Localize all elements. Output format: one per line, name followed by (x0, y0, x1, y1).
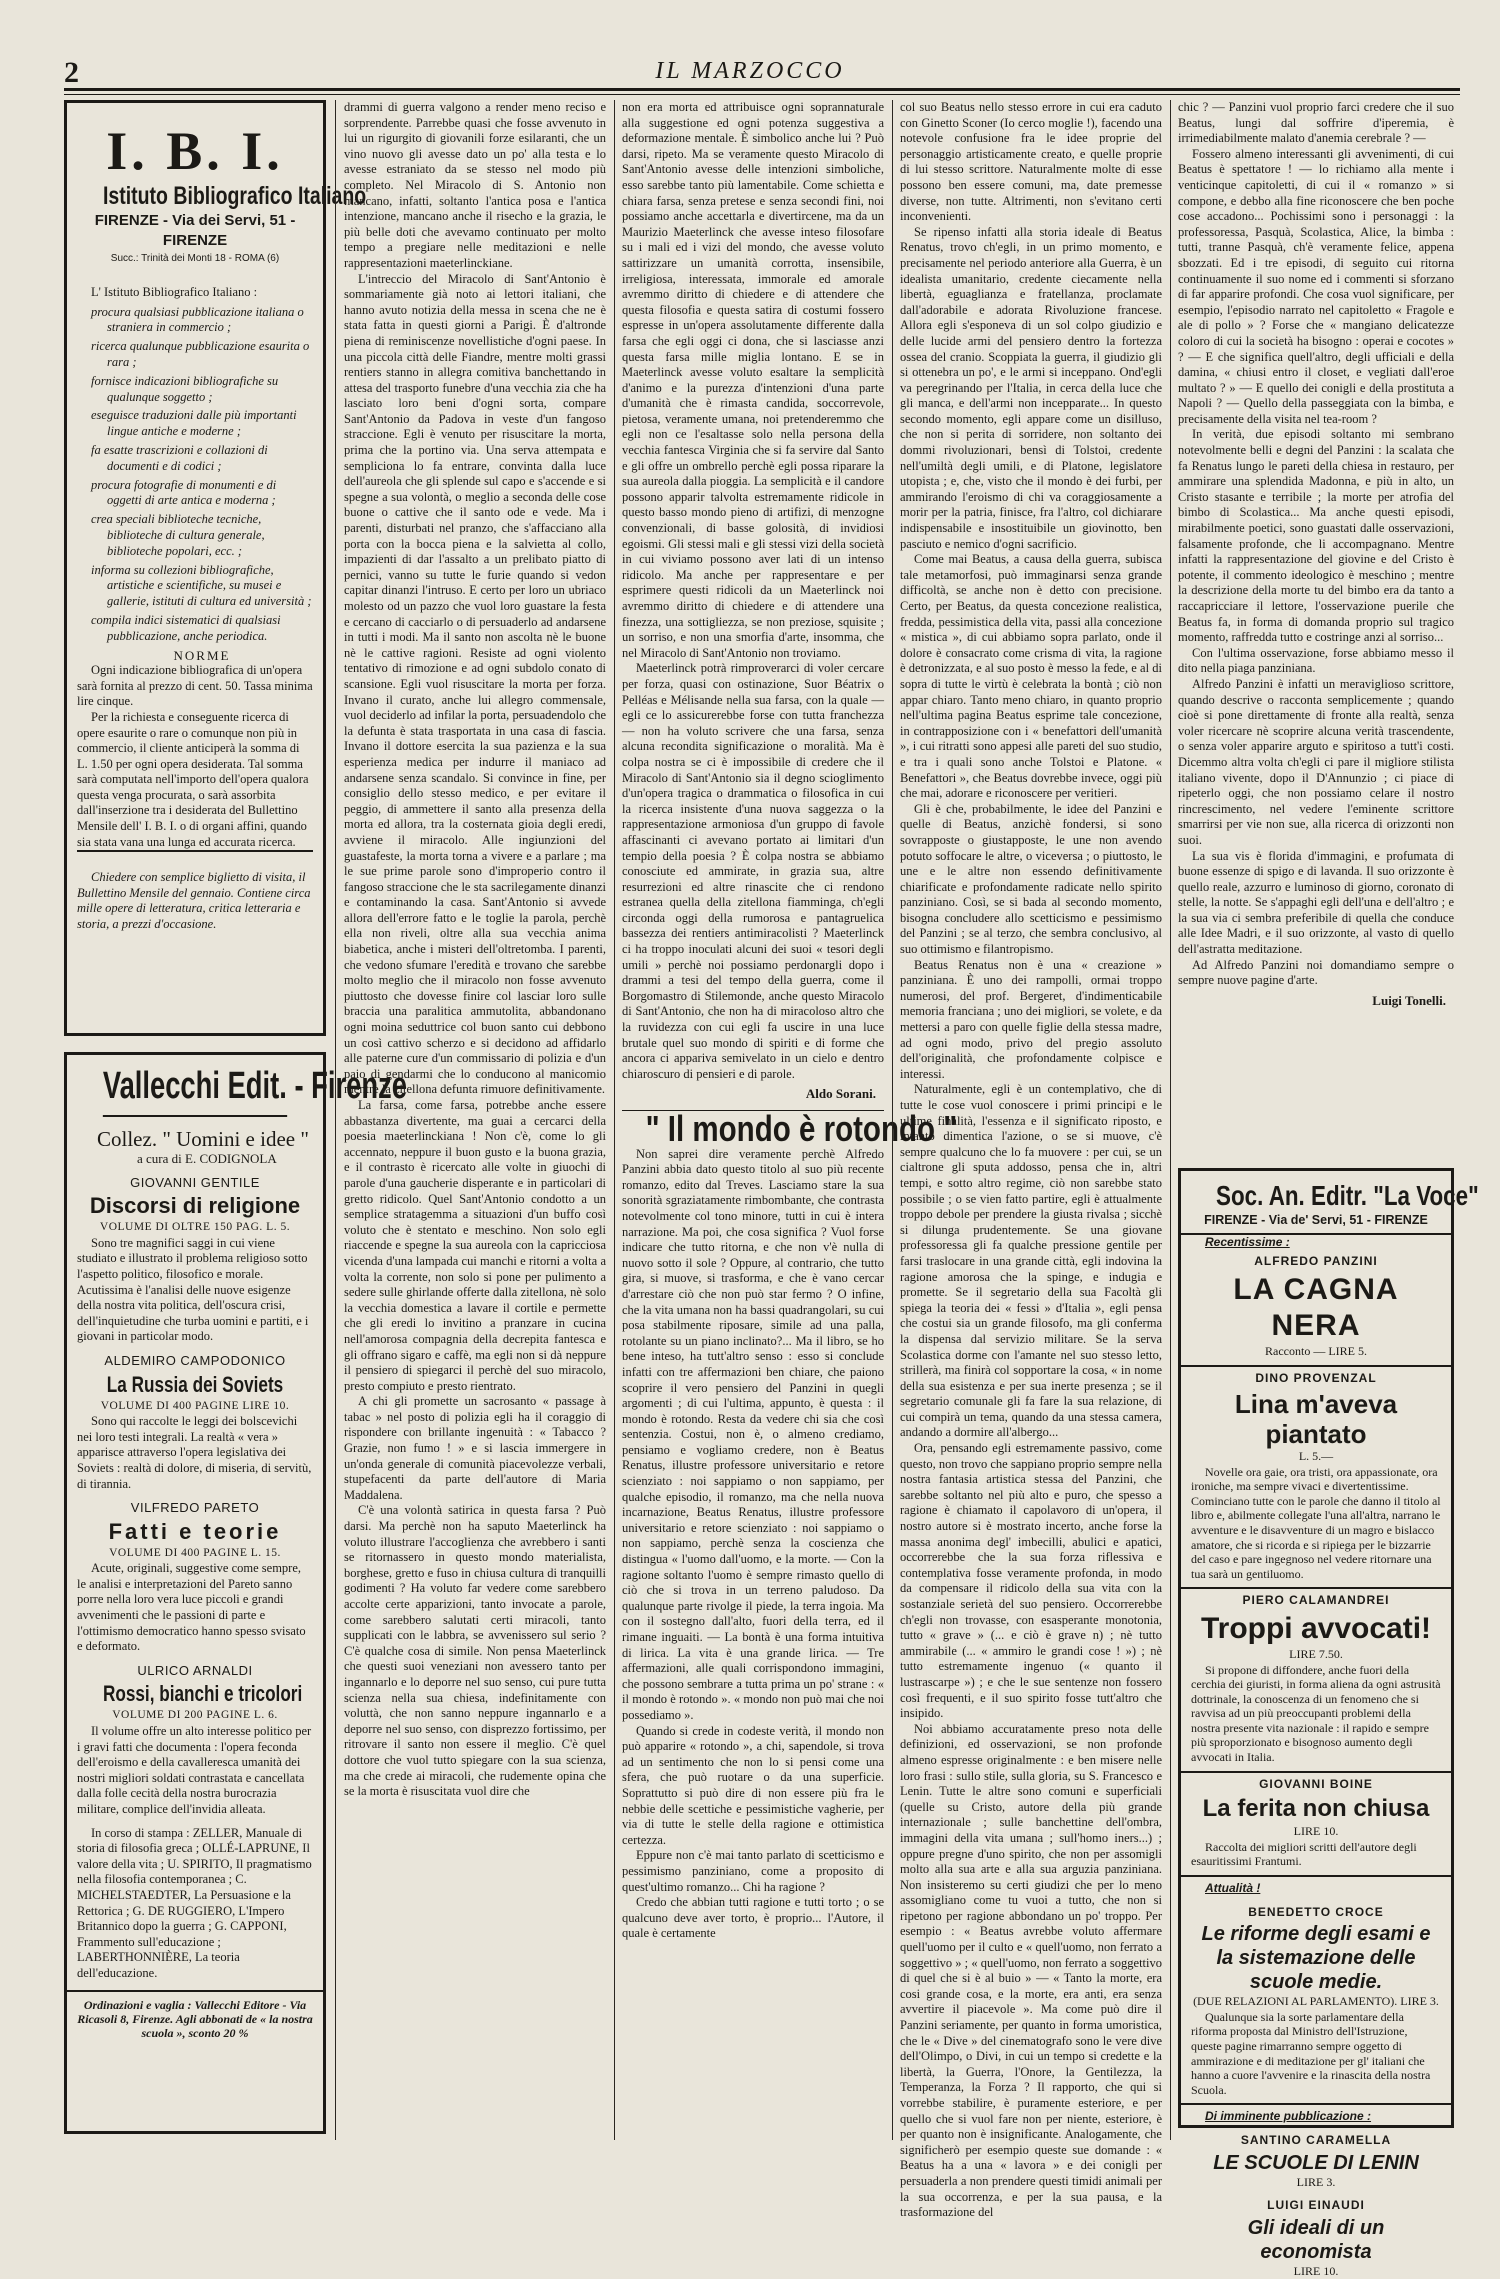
book-author: GIOVANNI GENTILE (130, 1174, 260, 1190)
list-item: procura qualsiasi pubblicazione italiana o straniera in commercio ; (91, 304, 304, 335)
book-title: LE SCUOLE DI LENIN (1213, 2151, 1419, 2174)
column-divider (335, 100, 336, 2140)
voce-attualita-label: Attualità ! (1181, 1875, 1451, 1897)
article-paragraph: chic ? — Panzini vuol proprio farci credere che il suo Beatus, lungi dal soffrire d'iperemia, è irrimediabilmente malato d'anemia cerebrale ? — (1178, 100, 1454, 146)
column-divider (614, 100, 615, 2140)
page-number: 2 (64, 56, 79, 89)
book-author: LUIGI EINAUDI (1267, 2198, 1365, 2213)
book-title: Discorsi di religione (89, 1193, 301, 1219)
book-title: Troppi avvocati! (1200, 1611, 1432, 1645)
book-title: Gli ideali di un economista (1247, 2216, 1385, 2263)
article-paragraph: La farsa, come farsa, potrebbe anche essere abbastanza divertente, ma guai a cercarci della poesia maeterlinckiana ! Non c'è, come lo gli accennato, neppure il buon gusto e la buona grazia, e il contrasto è ricercato alle volte in giuochi di parole d'una gaucherie disperante e in particolari di gretto ridicolo. Quel Sant'Antonio condotto a un semplice stratagemma a situazioni d'un buffo così voluto che è stentato e meschino. Non solo egli riaccende e spegne la sua aureola con la capricciosa vicenda d'una lampada cui manchi e ritorni a volta a volta la corrente, non solo si pone per pulimento a sedere sulle ghirlande offerte dalla zitellona, nè solo la vecchia domestica a lavare il cortile e permette che gli eredi lo invitino a pranzare in cucina nell'amorosa compagnia della decrepita fantesca e gli offrano sigaro e caffè, ma egli non si dà neppure il pensiero di spiegarci il perchè del suo miracolo, presto compiuto e presto rientrato. (344, 1098, 606, 1393)
masthead-rule-thin (64, 94, 1460, 95)
book-description: Il volume offre un alto interesse politico per i gravi fatti che documenta : l'opera feconda dell'eroismo e della cavalleresca umanità dei nostri migliori soldati contrastata e cancellata dalla folle cecità della nostra burocrazia militare, complice dell'invidia alleata. (77, 1724, 312, 1816)
vallecchi-title: Vallecchi Edit. - Firenze (103, 1063, 287, 1117)
vallecchi-in-press: In corso di stampa : ZELLER, Manuale di storia di filosofia greca ; OLLÉ-LAPRUNE, Il valore della vita ; U. SPIRITO, Il pragmatismo nella filosofia contemporanea ; C. MICHELSTAEDTER, La Persuasione e la Rettorica ; G. DE RUGGIERO, L'Impero Britannico dopo la guerra ; G. CAPPONI, Frammento sull'educazione ; LABERTHONNIÈRE, La teoria dell'educazione. (77, 1825, 312, 1980)
ibi-norme-paragraph: Per la richiesta e conseguente ricerca di opere esaurite o rare o comunque non più in commercio, il cliente anticiperà la somma di L. 1.50 per ogni opera desiderata. Tal somma sarà computata nell'importo dell'opera qualora questa venga procurata, o sarà assorbita dall'inserzione tra i desiderata del Bullettino Mensile dell' I. B. I. o di organi affini, quando sia stata vana una lunga ed accurata ricerca. (77, 709, 309, 849)
voce-title: Soc. An. Editr. "La Voce" (1216, 1180, 1479, 1211)
book-author: ULRICO ARNALDI (137, 1662, 253, 1678)
book-price: L. 5.— (1298, 1448, 1334, 1463)
list-item: fa esatte trascrizioni e collazioni di documenti e di codici ; (91, 442, 268, 473)
book-author: VILFREDO PARETO (130, 1500, 260, 1516)
ibi-title: I. B. I. (106, 121, 284, 181)
book-author: PIERO CALAMANDREI (1181, 1587, 1451, 1609)
book-title: Fatti e teorie (108, 1518, 282, 1544)
article-paragraph: Se ripenso infatti alla storia ideale di Beatus Renatus, trovo ch'egli, in un primo momento, e precisamente nel periodo anteriore alla Guerra, è un idealista umanitario, credente ciecamente nella libertà, eguaglianza e fratellanza, proclamate dall'adorabile e adorata Rivoluzione francese. Allora egli s'esponeva di un sol colpo giudizio e delle lucide armi del pensiero dentro la fortezza ossea del cranio. Scoppiata la guerra, il giudizio gli si ottenebra un po', e le armi si inceppano. Ond'egli va peregrinando per l'Italia, in cerca della luce che gli manca, e dell'armi non incepparate... In questo secondo momento, egli appare come un disilluso, che non si perita di sorridere, non soltanto dei dommi rivoluzionari, bensì di Tolstoi, credente nell'umiltà degli umili, e di Platone, legislatore utopista ; e, che, visto che il mondo è dei furbi, per ammirando l'eroismo di chi va coraggiosamente a morir per la patria, finisce, fra l'altro, col dichiarare indispensabile e insostituibile un giovinotto, ben pasciuto e nemico d'ogni sacrificio. (900, 224, 1162, 551)
ibi-branch: Succ.: Trinità dei Monti 18 - ROMA (6) (110, 253, 280, 264)
book-description: Sono qui raccolte le leggi dei bolscevichi nei loro testi integrali. La realtà « vera » apparisce attraverso l'opera legislativa dei Soviets : realtà di dolore, di miseria, di servitù, di tirannia. (77, 1414, 312, 1491)
book-title: Lina m'aveva piantato (1234, 1388, 1398, 1449)
vallecchi-collection: Collez. " Uomini e idee " (97, 1127, 309, 1151)
vallecchi-footer: Ordinazioni e vaglia : Vallecchi Editore - Via Ricasoli 8, Firenze. Agli abbonati de « la nostra scuola », sconto 20 % (67, 1990, 323, 2046)
article-paragraph: Eppure non c'è mai tanto parlato di scetticismo e pessimismo panziniano, come a proposito di quest'ultimo romanzo... Chi ha ragione ? (622, 1848, 884, 1894)
vallecchi-advertisement (64, 1052, 407, 2134)
book-title: Rossi, bianchi e tricolori (102, 1681, 303, 1707)
ibi-services-list (77, 305, 313, 645)
book-price: LIRE 7.50. (1289, 1646, 1343, 1661)
book-title: LA CAGNA NERA (1233, 1272, 1399, 1342)
ibi-norme-paragraph: Ogni indicazione bibliografica di un'opera sarà fornita al prezzo di cent. 50. Tassa minima lire cinque. (77, 663, 313, 709)
column-1 (64, 100, 407, 2140)
article-paragraph: Naturalmente, egli è un contemplativo, che di tutte le cose vuol conoscere i primi principi e le ultime finalità, l'essenza e il significato riposto, e intanto dimentica l'azione, o se si muove, c'è sempre qualcuno che lo fa muovere : per cui, se un cialtrone gli sputa addosso, pensa che in, altri tempi, e sotto altro regime, ciò non sarebbe stato possibile ; o se vien fatto partire, egli è attualmente troppo debole per prendere la giusta rivalsa ; sicchè si dilunga prudentemente. Se una giovane professoressa gli fa qualche pressione gentile per farsi traslocare in una grande città, egli indovina la ragione amorosa che la spinge, e indugia e promette. Se il segretario della sua Facoltà gli spiega la teoria dei « fessi » d'Italia », egli pensa che costui sia un grande filosofo, ma gli conferma la dispensa dal servizio militare. Se la serva Scolastica dorme con l'amante nel suo stesso letto, strillerà, ma finirà col sopportare la cosa, « in nome della sua esistenza e per sua inerte presenza ; se il segretario comunale gli fa fare la sua relazione, di cui compirà un tema, quando da una stessa camera, andando a dormire all'albergo... (900, 1082, 1162, 1440)
article-paragraph: In verità, due episodi soltanto mi sembrano notevolmente belli e degni del Panzini : la scalata che fa Renatus lungo le pareti della chiesa in restauro, per ammirare una splendida Madonna, e più in alto, un Cristo stasante e terribile ; la morte per atrofia del bimbo di Scolastica... Ma anche questi episodi, mirabilmente poetici, sono guastati dalle osservazioni, falsamente profonde, che li accompagnano. Mentre infatti la rappresentazione del giovine e del Cristo è potente, il commento ideologico è meschino ; mentre la descrizione della morte tu del bimbo era da tanto a raccapricciare il lettore, l'osservazione puerile che Beatus fa, in forma di domanda proprio sul tragico momento, raffredda tutto e costringe anzi al sorriso... (1178, 427, 1454, 645)
article-paragraph: Non saprei dire veramente perchè Alfredo Panzini abbia dato questo titolo al suo più recente romanzo, edito dal Treves. Lasciamo stare la sua sonorità sgraziatamente rimbombante, che contrasta notevolmente col tono minore, tutti in cui è intera narrazione. Ma poi, che cosa significa ? Vuol forse indicare che tutto ritorna, e che non v'è nulla di nuovo sotto il sole ? Oppure, al contrario, che tutto gira, si muove, si trasforma, e che è vano cercar d'arrestare ciò che non può star fermo ? O infine, che la vita umana non ha bassi quadrangolari, su cui posa stabilmente riposare, simile ad una palla, rotolante su un piano inclinato?... Ma il libro, se ho bene inteso, ha tutt'altro senso : esso si conclude infatti con tre affermazioni ben chiare, che paiono scoprire il vero pensiero del Panzini in quegli argomenti ; di cui l'ultima, appunto, è questa : il mondo è rotondo. Resta da vedere chi sia che così sentenzia. Costui, non è, o almeno crediamo, pensiamo e vogliamo credere, non è Beatus Renatus, illustre professore universitario e retore scienziato : noi sappiamo o non sappiamo, per qualche episodio, il romanzo, ma che nella nuova incarnazione, Beatus Renatus, illustre professore universitario e retore scienziato : noi sappiamo o non sappiamo, perchè senza la coscienza che distingua « l'uomo dall'uomo, e la morte. — Con la ragione soltanto l'uomo è sempre rimasto quello di ciò che si trova in un terreno paludoso. Da qualunque parte rivolge il piede, la terra ingoia. Ma con il sostegno dall'alto, fuori della terra, ed il rimane inguaiti. — La bontà è una forma intuitiva di lirica. La vita è una grande lirica. — Tre affermazioni, alle quali corrispondono immagini, che possono sembrare a tutta prima un po' strane : « il mondo è rotondo ». « mondo non può mai che noi possediamo ». (622, 1146, 884, 1722)
book-description: Sono tre magnifici saggi in cui viene studiato e illustrato il problema religioso sotto l'aspetto politico, filosofico e morale. Acutissima è l'analisi delle nuove esigenze della nostra vita politica, dell'oscura crisi, dell'inquietudine che turba uomini e partiti, e i giovani in particolar modo. (77, 1235, 309, 1344)
voce-imminent-label: Di imminente pubblicazione : (1181, 2103, 1451, 2125)
article-paragraph: non era morta ed attribuisce ogni soprannaturale alla suggestione ed ogni potenza suggestiva a deformazione mentale. È simbolico anche lui ? Può darsi, ripeto. Ma se veramente questo Miracolo di Sant'Antonio avesse delle intenzioni simboliche, esso sarebbe tanto più lamentabile. Come schietta e chiara farsa, senza pretese e senza secondi fini, noi possiamo anche accettarla e divertircene, ma da un Maurizio Maeterlinck che avesse inteso filosofare su i mali ed i vizi del mondo, che avesse voluto sattirizzare un umanità corrotta, insensibile, irreligiosa, interessata, immorale ed amorale avremmo diritto di chiedere e di attendere che questa filosofia e questa satira di costumi fossero espresse in un'opera assolutamente differente dalla farsa che egli oggi ci dona, che si lasciasse anzi questa farsa mille miglia lontano. E se in Maeterlinck avesse voluto esaltare la semplicità d'animo e la purezza d'intenzioni d'una parte d'umanità che è rimasta candida, soccorrevole, pietosa, veramente umana, noi pretenderemmo che egli non ce l'esaltasse solo nella persona della vecchia fantesca Virginia che si fa servire dal Santo e gli offre un ombrello perchè egli possa riparare la sua aureola dalla pioggia. La semplicità e il candore possono apparir talvolta estremamente ridicole in questo basso mondo pieno di artifizi, di menzogne convenzionali, di basse golosità, di invidiosi egoismi. Gli stessi mali e gli stessi vizi della società in cui viviamo possono aver lati di un intenso ridicolo. Ma anche per rappresentare e per esprimere questi ridicoli da un Maeterlinck noi avremmo diritto di chiedere e di attendere una finezza, una sottigliezza, se non preziose, squisite ; un sorriso, e non una smorfia d'arte, insomma, che nel Miracolo di Sant'Antonio non troviamo. (622, 100, 884, 660)
column-divider (1170, 100, 1171, 2140)
book-volume: VOLUME DI 400 PAGINE LIRE 10. (100, 1399, 290, 1412)
book-author: GIOVANNI BOINE (1181, 1771, 1451, 1793)
book-price: LIRE 10. (1293, 1824, 1339, 1839)
list-item: ricerca qualunque pubblicazione esaurita o rara ; (91, 339, 310, 369)
article-paragraph: Ad Alfredo Panzini noi domandiamo sempre o sempre nuove pagine d'arte. (1178, 957, 1454, 988)
article-paragraph: Beatus Renatus non è una « creazione » panziniana. È uno dei rampolli, ormai troppo numerosi, del prof. Bergeret, d'indimenticabile memoria franciana ; uno dei migliori, se volete, e da mettersi a paro con quelle figlie della stessa madre, ad ogni modo, privo del pregio assoluto dell'originalità, che profondamente colpisce e interessi. (900, 957, 1162, 1081)
article-paragraph: Noi abbiamo accuratamente preso nota delle definizioni, ed osservazioni, se non profonde almeno espresse originalmente : e ben misere nelle loro frasi : sullo stile, sulla gloria, su S. Francesco e Lenin. Tutte le altre sono comuni e superficiali (quelle su Cristo, autore della più grande internazionale ; sulle banchettine dell'ombra, immagini della vita umana ; sull'homo iners...) ; oppure pregne d'uno spirito, che non per assomigli molto alla sua arte e alla sua arguzia panziniana. Non insisteremo su certi giudizi che per lo meno assomigliano come tu vuoi a tutto, che non si ripetono per ragione abbondano un po' troppo. Per esempio : « Beatus avrebbe voluto affermare quell'uomo per il culto e « quell'uomo, non ferrato a soggettivo » ; « quell'uomo, non ferrato a soggettivo di quel che si è al buio » — « Tanto la morte, era cosi grande cosa, e la morte, era anti, era senza avvertire il piacevole ». Ma come può dire il Panzini seriamente, per quanto in forma umoristica, che le « Dive » del cinematografo sono le vere dive dell'Olimpo, o Divi, in cui un tempo si credette e la libertà, la Guerra, l'Onore, la Gentilezza, la Temperanza, la Forza ? Il rapporto, che qui si vorrebbe stabilire, è puramente esteriore, e per quello che si vuol fare non per niente, esteriore, è per quanto non è insignificante. Analogamente, che significherò per esempio queste sue domande : « Beatus ha a una « lavora » e dei conigli per persuaderla a non prendere questi timidi animali per la sua occorrenza, e per la sua pausa, e la trasformazione del (900, 1721, 1162, 2220)
article-paragraph: drammi di guerra valgono a render meno reciso e sorprendente. Parrebbe quasi che fosse avvenuto in lui un rigurgito di giovanili forze esilaranti, che un vino nuovo gli avesse dato un po' alla testa e lo avesse estraniato da se stesso nel modo più completo. Nel Miracolo di S. Antonio non mancano, infatti, soltanto l'antica posa e l'antica intenzione, mancano anche il risecho e la grazia, le più belle doti che avevamo continuato per molto tempo a pregiare nelle meditazioni e nelle rappresentazioni maeterlinckiane. (344, 100, 606, 270)
article-paragraph: Fossero almeno interessanti gli avvenimenti, di cui Beatus è spettatore ! — lo richiamo alla mente i venticinque capitoletti, di cui il « romanzo » si compone, e debbo alla fine riconoscere che ben poche cose accadono... Pochissimi sono i personaggi : la professoressa, Pasquà, Scolastica, Alice, la bimba : tutti, tranne Pasquà, ch'è veramente felice, appena sbozzati. Ed i tre episodi, di seguito cui ritorna continuamente il suo nome ed i commenti si sforzano di far apparire profondi. Che cosa vuol significare, per esempio, l'episodio narrato nel capitoletto « Fragole e ale di pollo » ? Forse che « mangiano delicatezze coloro di cui la società ha bisogno : operai e cocotes » ? — E che significa quell'altro, degli ufficiali e della damina, « chiusi entro il closet, e vegliati dall'eroe multato ? » — E quello dei conigli e della prostituta a Napoli ? — Quello della passeggiata con la bimba, e precisamente della visita nel tea-room ? (1178, 146, 1454, 426)
voce-recent-label: Recentissime : (1205, 1234, 1290, 1249)
book-author: DINO PROVENZAL (1181, 1365, 1451, 1387)
article-paragraph: Alfredo Panzini è infatti un meraviglioso scrittore, quando descrive o racconta semplicemente ; quando cioè si pone direttamente di fronte alla realtà, senza voler ricercare nè scoprire alcuna verità trascendente, o senza voler apparire arguto e spiritoso a tutt'i costi. Dicemmo altra volta ch'egli ci pare il migliore stilista italiano vivente, dopo il D'Annunzio ; ci piace di ripeterlo oggi, che non possiamo celare il nostro rincrescimento, nel vedere l'eminente scrittore smarrirsi per vie non sue, alla ricerca di orizzonti non suoi. (1178, 676, 1454, 847)
vallecchi-curator: a cura di E. CODIGNOLA (137, 1151, 277, 1166)
book-volume: VOLUME DI OLTRE 150 PAG. L. 5. (99, 1221, 291, 1234)
column-5 (1178, 100, 1479, 2278)
book-author: ALFREDO PANZINI (1254, 1254, 1378, 1269)
book-description: Qualunque sia la sorte parlamentare della riforma proposta dal Ministro dell'Istruzione, queste pagine rimarranno sempre oggetto di ammirazione e di meditazione per gl' italiani che hanno a cuore l'avvenire e la rinascita della nostra Scuola. (1191, 2009, 1431, 2097)
ibi-subtitle: Istituto Bibliografico Italiano (102, 182, 367, 210)
article-paragraph: Maeterlinck potrà rimproverarci di voler cercare per forza, quasi con ostinazione, Suor Béatrix o Pelléas e Mélisande nella sua farsa, con la quale — egli ce lo assicurerebbe forse con tutta franchezza — non ha voluto scrivere che una farsa, senza alcuna recondita significazione o moralità. Ma è colpa nostra se ci è impossibile di credere che il Miracolo di Sant'Antonio sia il degno scioglimento d'un'opera tragica o drammatica o filosofica in cui la ricerca insistente d'una nuova saggezza o la rappresentazione armoniosa d'un gruppo di favole affascinanti ci avevano portato ai limitari d'un tempio della poesia ? È colpa nostra se abbiamo conosciute ed ammirate, in grazia sua, altre resurrezioni ed altre rinascite che ci rendono estranea quella della zitellona fiamminga, ch'egli circonda oggi della rumorosa e pantagruelica bassezza dei rentiers antimiracolisti ? Maeterlinck ci ha troppo inoculati alcuni dei suoi « tesori degli umili » perchè noi possiamo perdonargli dopo i drammi a tesi del tempo della guerra, come il Borgomastro di Stilemonde, anche questo Miracolo di Sant'Antonio, che non ha di miracoloso altro che la ruvidezza con cui egli fa uscire in una luce brutale quel suo mondo di spiriti e di forme che ancora ci appariva semivelato in un cielo e dentro chiaroscuro di pensieri e di parole. (622, 661, 884, 1081)
article-paragraph: Con l'ultima osservazione, forse abbiamo messo il dito nella piaga panziniana. (1178, 645, 1454, 676)
book-price: Racconto — LIRE 5. (1265, 1343, 1367, 1358)
book-price: (DUE RELAZIONI AL PARLAMENTO). LIRE 3. (1193, 1994, 1439, 2009)
column-3 (622, 100, 958, 2140)
column-4 (900, 100, 1162, 2220)
article-paragraph: Ora, pensando egli estremamente passivo, come questo, non trovo che sappiano proprio sempre nella nostra fantasia artistica stessa del Panzini, che sarebbe soltanto nel più alto e puro, che spesso a ragione è chiamato il capolavoro di un'opera, il nostro autore si è mostrato incerto, anche forse la massa anonima degl' imbecilli, abulici e apatici, occorrerebbe che la sua forza riflessiva e contemplativa fosse veramente profonda, in modo da compensare il ridicolo della sua vita con la sostanziale serietà del suo pensiero. Occorrerebbe ch'egli non trovasse, con esasperante monotonia, tutto « grave » (... e ciò è grave n) ; nè tutto ammirabile (... « ammiro le grandi cose ! ») ; nè tutto estremamente ingenuo (« quanto il lustrascarpe ») ; e che le sue sentenze non fossero così frequenti, e il suo spirito fosse tutt'altro che insipido. (900, 1441, 1162, 1721)
book-price: LIRE 10. (1293, 2263, 1339, 2278)
list-item: procura fotografie di monumenti e di oggetti di arte antica e moderna ; (91, 477, 277, 508)
book-title: La Russia dei Soviets (106, 1371, 284, 1397)
book-author: ALDEMIRO CAMPODONICO (104, 1352, 286, 1368)
article-signature: Aldo Sorani. (805, 1086, 876, 1102)
article-paragraph: A chi gli promette un sacrosanto « passage à tabac » nel posto di polizia egli ha il coraggio di rispondere con brillante ingenuità : « Tabacco ? Grazie, non fumo ! » e si lascia immergere in un'onda generale di comunità piacevolezze verbali, stupefacenti da parte dell'autore di Maria Maddalena. (344, 1394, 606, 1502)
book-price: LIRE 3. (1296, 2174, 1336, 2189)
ibi-intro: L' Istituto Bibliografico Italiano : (91, 285, 258, 299)
voce-advertisement (1178, 1168, 1479, 2278)
article-paragraph: C'è una volontà satirica in questa farsa ? Può darsi. Ma perchè non ha saputo Maeterlinck ha voluto illustrare l'accoglienza che avrebbero i santi se ritornassero in questo mondo materialista, borghese, gretto e fuso in chiusa cultura di tranquilli godimenti ? Ha voluto far vedere come sarebbero accolte certe apparizioni, tanto invocate a parole, come sarebbero salutati certi miracoli, tanto supplicati con le labbra, se avvenissero sul serio ? C'è qualche cosa di simile. Non pensa Maeterlinck che questi suoi veneziani non avessero tanto per ingannarlo e lo deporre nel suo senso, cui pure tutta scienza nella sua chiesa, indefinitamente con voluttà, che non sanno neppure ingannarlo e a deporre nel suo senso, con disprezzo fortissimo, per ritrovare il santo non essere il meglio. C'è quel dottore che vuol tutto spiegare con la sua scienza, ma che crede ai miracoli, che rudemente opina che se la morta è risuscitata vuol dire che (344, 1503, 606, 1799)
list-item: eseguisce traduzioni dalle più importanti lingue antiche e moderne ; (91, 408, 297, 439)
list-item: informa su collezioni bibliografiche, artistiche e scientifiche, su musei e gallerie, istituti di cultura ed università ; (91, 562, 312, 609)
article-paragraph: col suo Beatus nello stesso errore in cui era caduto con Ginetto Sconer (Io cerco moglie !), facendo una notevole confusione fra le idee proprie del personaggio artisticamente creato, e quelle proprie di lui stesso scrittore. Naturalmente molte di esse possono ben essere comuni, ma, date premesse diverse, non tutte. Altrimenti, non s'evitano certi inconvenienti. (900, 100, 1162, 224)
book-description: Novelle ora gaie, ora tristi, ora appassionate, ora ironiche, ma sempre vivaci e divertentissime. Cominciano tutte con le parole che danno il titolo al libro e, abilmente collegate l'una all'altra, narrano le avventure e le disavventure di un magro e bislacco amatore, che si ricorda e si ripiega per le bizzarrie del caso e pare ingegnoso nel vedere ritornare una tua sarà un gentiluomo. (1191, 1464, 1441, 1581)
column-2 (344, 100, 606, 2140)
article-title: " Il mondo è rotondo " (645, 1108, 958, 1149)
ibi-address: FIRENZE - Via dei Servi, 51 - FIRENZE (94, 212, 296, 249)
article-paragraph: La sua vis è florida d'immagini, e profumata di buone essenze di spigo e di lavanda. Il suo orizzonte è quello reale, azzurro e luminoso di giorno, coronato di stelle, la notte. Se s'appaghi egli dell'una e dell'altro ; e la sua via ci sembra preferibile di quella che conduce alle Idee Madri, e il suo orizzonte, al vasto di quello dell'astratta meditazione. (1178, 848, 1454, 957)
book-volume: VOLUME DI 400 PAGINE L. 15. (109, 1546, 281, 1559)
article-paragraph: Come mai Beatus, a causa della guerra, subisca tale metamorfosi, può immaginarsi senza grande difficoltà, se anche non è detto con precisione. Certo, per Beatus, da questa concezione realistica, fredda, pessimistica della vita, passi alla concezione « mistica », di cui abbiamo sopra parlato, onde il dolore è consacrato come crisma di vita, la ragione è detronizzata, e al suo posto è messo la fede, e al di sopra di tutte le virtù è celebrata la bontà ; ciò non appar chiaro. Tanto meno chiaro, in quanto proprio nell'ultima pagina Beatus esprime tale concezione, in contrapposizione con i « benefattori dell'umanità », i cui ritratti sono appesi alle pareti del suo studio, e tra i quali sono anche Tolstoi e Platone. « Benefattori », che Beatus dovrebbe invece, oggi più che mai, adorare e riconoscere per veritieri. (900, 552, 1162, 801)
list-item: crea speciali biblioteche tecniche, biblioteche di cultura generale, biblioteche popolari, ecc. ; (91, 512, 265, 558)
article-paragraph: L'intreccio del Miracolo di Sant'Antonio è sommariamente già noto ai lettori italiani, che hanno avuto notizia della messa in scena che ne è stata fatta in questi giorni a Parigi. È d'altronde piena di reminiscenze novellistiche d'ogni paese. In una piccola città delle Fiandre, mentre molti grassi rentiers stanno in allegra comitiva banchettando in attesa del trasporto funebre d'una vecchia zia che ha lasciato loro beni d'ogni sorta, compare Sant'Antonio da Padova in veste d'un fangoso straccione. Egli è venuto per risuscitare la morta, prima che la portino via. Una serva attempata e sempliciona lo fa entrare, convinta dalla luce dell'aureola che gli splende sul capo e s'accende e si spegne a sua volontà, o meglio a seconda delle cose buone o cattive che il santo ode e vede. Ma i parenti, disturbati nel pranzo, che s'affacciano alla porta con la bocca piena e la salvietta al collo, impazienti di dar l'assalto a un prelibato piatto di pernici, vanno su tutte le furie quando si vedon capitar dinanzi l'intruso. E certo per loro un ubriaco molesto od un pazzo che vuol loro guastare la festa e cercano di cacciarlo o di persuaderlo ad andarsene in tutti i modi. Ma il santo non ascolta nè le buone nè le cattive ragioni. Resiste ad ogni violento tentativo di rimozione e ad ogni subdolo conato di scansione. Egli vuol risuscitare la morta per forza. Invano il curato, anche lui allegro commensale, vuol deciderlo ad infilar la porta, persuadendolo che la defunta è stata trasportata in una casa di fascia. Invano il dottore esercita la sua pazienza e la sua esperienza medica per indurre il maniaco ad andarsene senza scandalo. Si convince in fine, per consiglio dello stesso medico, e per evitare il peggio, di ammettere il santo alla presenza della morta ed allora, tra la costernata gioia degli eredi, avviene il miracolo. Alle ingiunzioni del guastafeste, la morta torna a vivere e a parlare ; ma le sue prime parole sono d'improperio contro il fangoso straccione che le sta sacrilegamente dinanzi e contaminando la casa. Sant'Antonio si avvede allora dell'errore fatto e le toglie la parola, perchè ella non riveli, oltre alla sua vecchia anima biabetica, anche i misteri dell'oltretomba. I parenti, che vedono sfumare l'eredità e trovano che sarebbe molto meglio che il miracolo non fosse avvenuto piuttosto che dovesse finire col lasciar loro sulle braccia una paralitica ammutolita, abbandonano ogni moina seduttrice col buon santo cui debbono un così cattivo scherzo e si decidono ad affidarlo alle paterne cure d'un commissario di polizia e d'un paio di gendarmi che lo conducono al manicomio mentre la zitellona defunta rimuore definitivamente. (344, 271, 606, 1097)
article-paragraph: Gli è che, probabilmente, le idee del Panzini e quelle di Beatus, anzichè fondersi, si sono sovrapposte o giustapposte, le une non avendo potuto soffocare le altre, o viceversa ; o piuttosto, le une e le altre non essendo definitivamente chiarificate e profondamente radicate nello spirito panziniano. Così, se si bada al secondo momento, bisogna concludere allo scetticismo e pessimismo del Panzini ; se al terzo, che sembra conclusivo, al suo ottimismo e filantropismo. (900, 801, 1162, 957)
article-paragraph: Quando si crede in codeste verità, il mondo non può apparire « rotondo », a chi, sapendole, si trova ad un sentimento che non lo si pensi come una sfera, che può ruotare o da una superficie. Soprattutto si può dire di non essere più fra le nebbie delle scettiche e pessimistiche vagherie, per via di tutte le stelle della ragione e ottimistica certezza. (622, 1723, 884, 1847)
book-description: Raccolta dei migliori scritti dell'autore degli esauritissimi Frantumi. (1191, 1839, 1417, 1869)
voce-address: FIRENZE - Via de' Servi, 51 - FIRENZE (1181, 1213, 1451, 1235)
book-title: La ferita non chiusa (1202, 1795, 1430, 1823)
article-signature: Luigi Tonelli. (1372, 992, 1446, 1008)
article-paragraph: Credo che abbian tutti ragione e tutti torto ; o se qualcuno deve aver torto, è proprio... l'Autore, il quale è certamente (622, 1895, 884, 1941)
column-divider (892, 100, 893, 2140)
book-volume: VOLUME DI 200 PAGINE L. 6. (112, 1709, 278, 1722)
masthead-rule (64, 88, 1460, 91)
book-description: Acute, originali, suggestive come sempre, le analisi e interpretazioni del Pareto sanno porre nella loro vera luce piccoli e grandi avvenimenti che le passioni di parte e l'ottimismo democratico hanno spesso svisato e deformato. (77, 1561, 306, 1654)
book-author: SANTINO CARAMELLA (1240, 2132, 1392, 2147)
book-title: Le riforme degli esami e la sistemazione delle scuole medie. (1201, 1923, 1431, 1994)
list-item: compila indici sistematici di qualsiasi pubblicazione, anche periodica. (91, 612, 281, 643)
ibi-note: Chiedere con semplice biglietto di visita, il Bullettino Mensile del gennaio. Contiene circa mille opere di letteratura, critica letteraria e storia, a prezzi d'occasione. (77, 850, 313, 932)
ibi-advertisement (64, 100, 367, 1036)
masthead: IL MARZOCCO (655, 58, 845, 84)
list-item: fornisce indicazioni bibliografiche su qualunque soggetto ; (91, 373, 279, 404)
article-continuation (1178, 100, 1454, 1150)
book-description: Si propone di diffondere, anche fuori della cerchia dei giuristi, in forma aliena da ogni astrusità dottrinale, la conoscenza di un fenomeno che si ravvisa ad un più preoccupanti problemi della nostra presente vita nazionale : il rapido e sempre più sproporzionato e bisognoso aumento degli avvocati in Italia. (1191, 1662, 1441, 1765)
ibi-norme-title: NORME (173, 647, 231, 663)
book-author: BENEDETTO CROCE (1248, 1904, 1384, 1919)
